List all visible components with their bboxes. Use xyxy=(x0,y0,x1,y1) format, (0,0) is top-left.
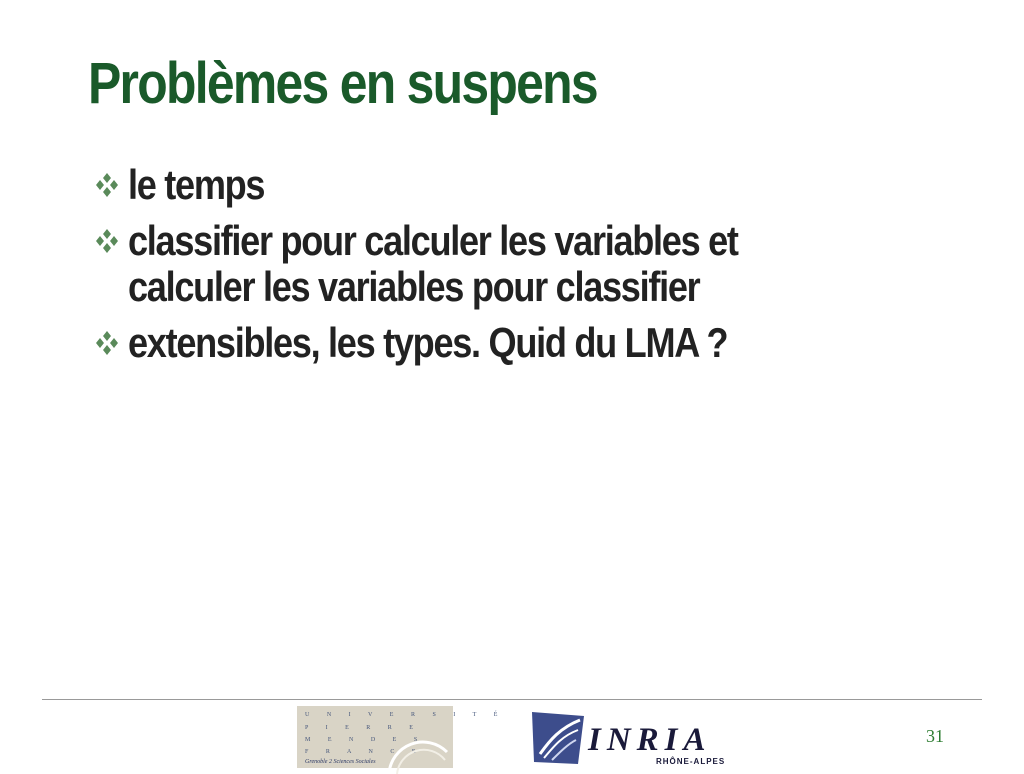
page-number: 31 xyxy=(926,726,944,746)
upmf-arc-icon xyxy=(383,714,451,774)
inria-bird-icon xyxy=(530,710,586,766)
bullet-item xyxy=(92,162,837,208)
upmf-logo-row: P I E R R E xyxy=(305,725,421,731)
bullet-line: le temps xyxy=(128,161,265,208)
bullet-list xyxy=(92,162,837,376)
diamond-cluster-icon xyxy=(92,330,122,356)
upmf-logo xyxy=(297,706,506,768)
inria-wordmark: INRIA xyxy=(588,722,712,758)
bullet-line: calculer les variables pour classifier xyxy=(128,263,700,310)
inria-region-label: RHÔNE-ALPES xyxy=(656,757,726,766)
diamond-cluster-icon xyxy=(92,228,122,254)
bullet-item xyxy=(92,218,837,310)
upmf-logo-tagline: Grenoble 2 Sciences Sociales xyxy=(305,759,376,765)
slide-title: Problèmes en suspens xyxy=(88,51,597,116)
bullet-line: classifier pour calculer les variables et xyxy=(128,217,738,264)
bullet-item xyxy=(92,320,837,366)
diamond-cluster-icon xyxy=(92,172,122,198)
upmf-logo-row: F R A N C E xyxy=(305,749,424,755)
bullet-line: extensibles, les types. Quid du LMA ? xyxy=(128,319,728,366)
inria-logo xyxy=(530,708,736,768)
upmf-logo-row: M E N D E S xyxy=(305,737,426,743)
upmf-logo-row: U N I V E R S I T É xyxy=(305,712,506,718)
footer-divider xyxy=(42,699,982,700)
